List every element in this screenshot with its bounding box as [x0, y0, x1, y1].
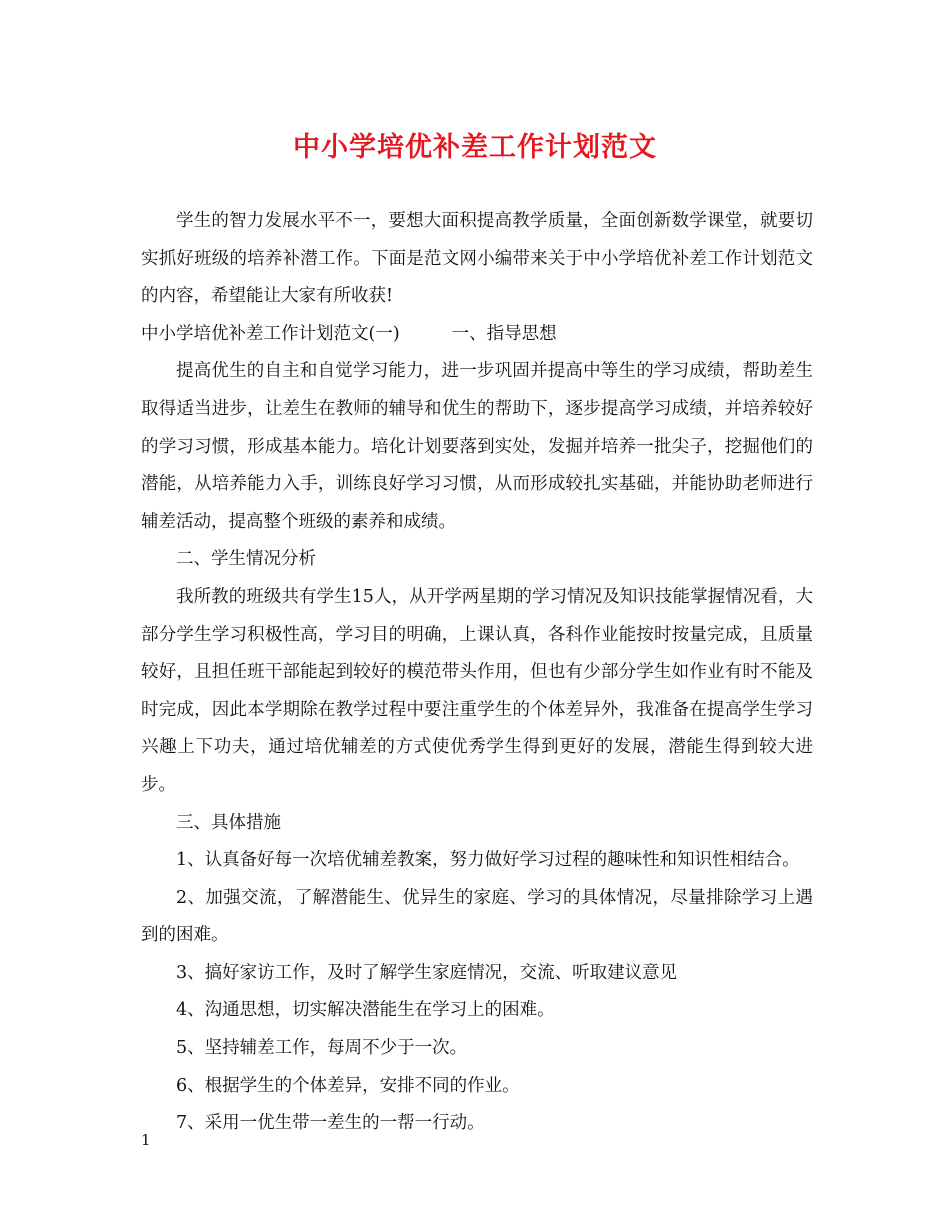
- measure-item: 1、认真备好每一次培优辅差教案，努力做好学习过程的趣味性和知识性相结合。: [176, 850, 800, 871]
- section1-paragraph: 提高优生的自主和自觉学习能力，进一步巩固并提高中等生的学习成绩，帮助差生取得适当进步，让差生在教师的辅导和优生的帮助下，逐步提高学习成绩，并培养较好的学习习惯，形成基本能力。培化计划要落到实处，发掘并培养一批尖子，挖掘他们的潜能，从培养能力入手，训练良好学习习惯，从而形成较扎实基础，并能协助老师进行辅差活动，提高整个班级的素养和成绩。: [141, 361, 813, 532]
- section3-heading: 三、具体措施: [176, 812, 281, 833]
- section2-heading: 二、学生情况分析: [176, 549, 316, 570]
- section2-paragraph: 我所教的班级共有学生15人，从开学两星期的学习情况及知识技能掌握情况看，大部分学生学习积极性高，学习目的明确，上课认真，各科作业能按时按量完成，且质量较好，且担任班干部能起到较好的模范带头作用，但也有少部分学生如作业有时不能及时完成，因此本学期除在教学过程中要注重学生的个体差异外，我准备在提高学生学习兴趣上下功夫，通过培优辅差的方式使优秀学生得到更好的发展，潜能生得到较大进步。: [141, 586, 813, 795]
- document-title: 中小学培优补差工作计划范文: [293, 132, 657, 163]
- measure-item: 2、加强交流，了解潜能生、优异生的家庭、学习的具体情况，尽量排除学习上遇到的困难。: [141, 887, 813, 946]
- intro-paragraph: 学生的智力发展水平不一，要想大面积提高教学质量，全面创新数学课堂，就要切实抓好班级的培养补潜工作。下面是范文网小编带来关于中小学培优补差工作计划范文的内容，希望能让大家有所收获!: [141, 211, 813, 307]
- sample-heading: 中小学培优补差工作计划范文(一): [141, 323, 400, 344]
- document-body: [141, 203, 813, 1143]
- measure-item: 3、搞好家访工作，及时了解学生家庭情况，交流、听取建议意见: [176, 962, 678, 983]
- sample-heading-line: [141, 316, 813, 354]
- measure-item: 4、沟通思想，切实解决潜能生在学习上的困难。: [176, 1000, 555, 1021]
- section1-heading: 一、指导思想: [451, 323, 557, 344]
- page-number: 1: [141, 1131, 151, 1149]
- measure-item: 6、根据学生的个体差异，安排不同的作业。: [176, 1075, 520, 1096]
- measure-item: 5、坚持辅差工作，每周不少于一次。: [176, 1038, 468, 1059]
- measure-item: 7、采用一优生带一差生的一帮一行动。: [176, 1113, 485, 1134]
